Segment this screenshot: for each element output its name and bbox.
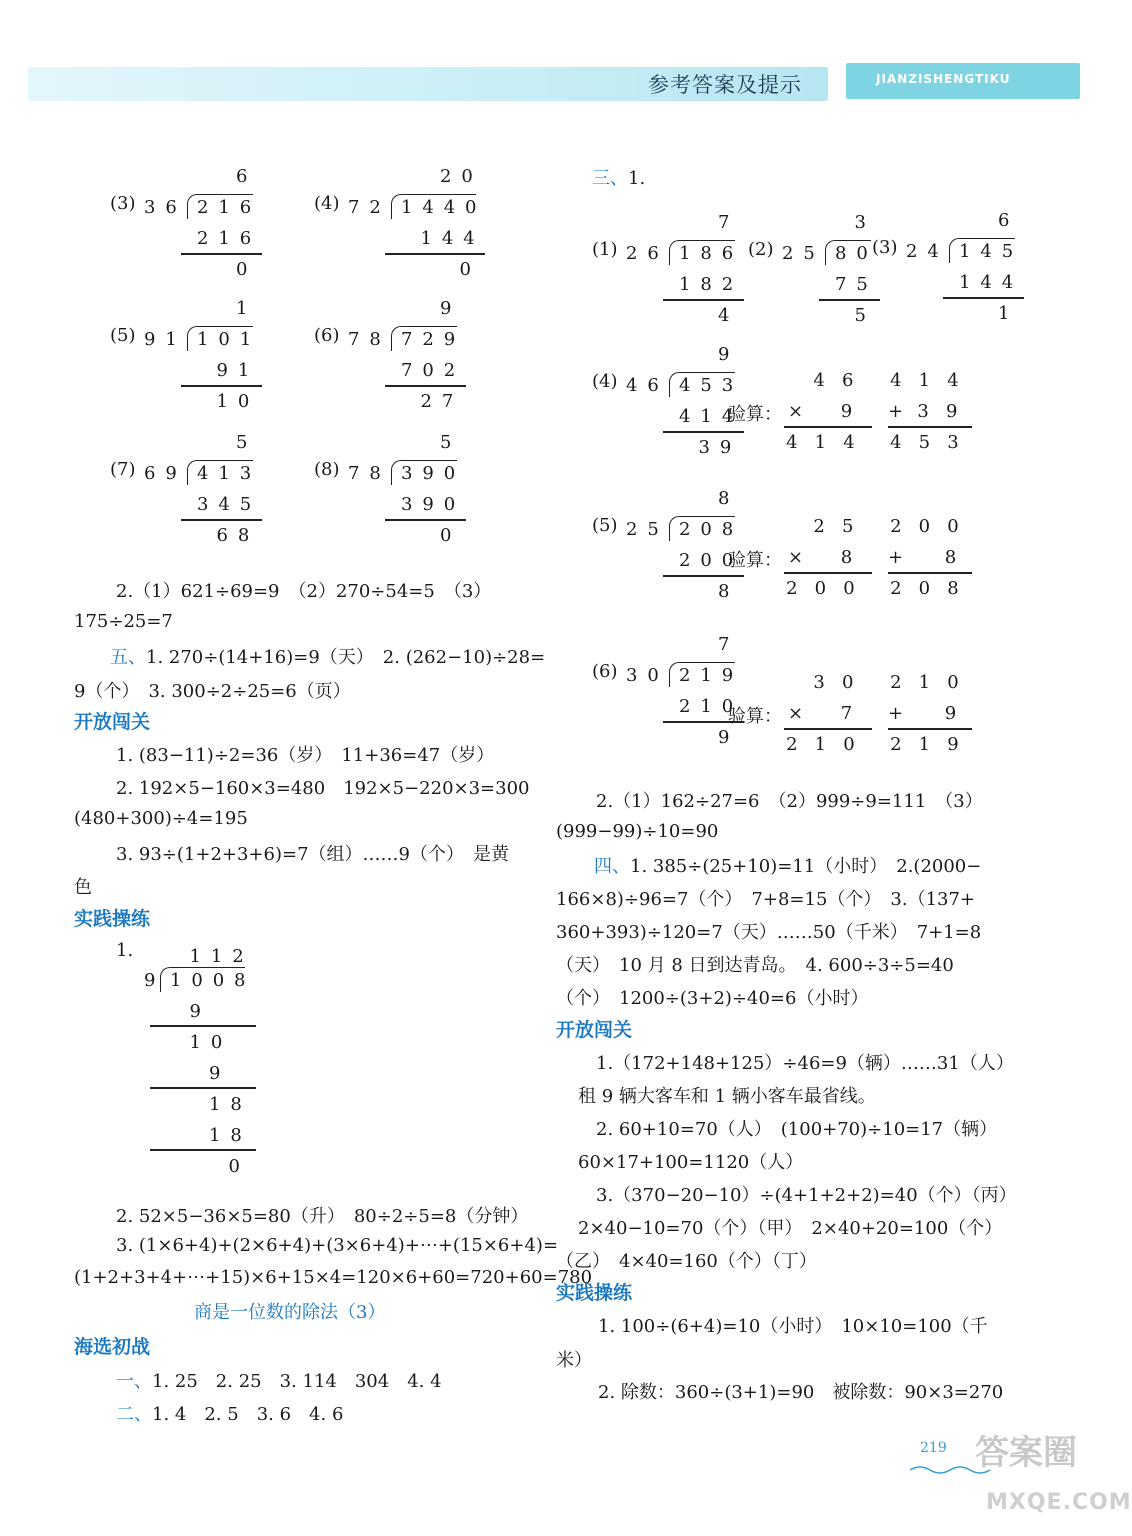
check-label: 验算： [728, 550, 782, 571]
left-divisor: 69 [144, 463, 187, 484]
left-divisor: 78 [348, 329, 391, 350]
right-dividend: 208 [679, 519, 744, 540]
right-divisor: 25 [782, 243, 825, 264]
left-answer-2-line1: 2.（1）621÷69=9 （2）270÷54=5 （3） [116, 581, 492, 602]
watermark-url: MXQE.COM [986, 1490, 1132, 1515]
right-step-0: 144 [959, 272, 1024, 293]
left-dividend: 101 [197, 329, 262, 350]
left-step-underline [181, 385, 262, 387]
left-division-label: (4) [314, 193, 340, 214]
left-open-challenge-title: 开放闯关 [74, 711, 151, 733]
check-label: 验算： [728, 706, 782, 727]
section-wu-text: 1. 270÷(14+16)=9（天） 2. (262−10)÷28= [146, 647, 546, 668]
check-mul-result: 414 [786, 432, 872, 453]
left-quotient: 6 [236, 166, 258, 187]
left-step-0: 702 [401, 360, 466, 381]
check-mul-line [784, 728, 872, 730]
check-add-top: 414 [890, 370, 976, 391]
left-practice-1-label: 1. [116, 940, 134, 961]
left-practice-2: 2. 52×5−36×5=80（升） 80÷2÷5=8（分钟） [116, 1206, 529, 1227]
section-wu-line2: 9（个） 3. 300÷2÷25=6（页） [74, 681, 351, 702]
right-step-underline [663, 431, 744, 433]
haixuan-er [116, 1400, 343, 1426]
right-dividend: 145 [959, 241, 1024, 262]
right-open-1b: 租 9 辆大客车和 1 辆小客车最省线。 [578, 1086, 876, 1107]
right-step-1: 5 [854, 305, 876, 326]
left-answer-2-line2: 175÷25=7 [74, 611, 173, 632]
left-division-label: (3) [110, 193, 136, 214]
left-step-0: 390 [401, 494, 466, 515]
right-step-0: 75 [835, 274, 878, 295]
haixuan-er-head: 二、 [116, 1404, 152, 1425]
header-title: 参考答案及提示 [648, 73, 802, 97]
section-san-1: 1. [628, 168, 646, 189]
long-quotient: 112 [189, 946, 254, 967]
left-practice-title: 实践操练 [74, 908, 151, 930]
haixuan-yi-head: 一、 [116, 1371, 152, 1392]
section-si-line1 [594, 852, 981, 878]
right-step-1: 4 [718, 305, 740, 326]
right-step-underline [819, 299, 880, 301]
long-dividend: 1008 [170, 970, 256, 991]
watermark-logo: 答案圈 [975, 1433, 1077, 1473]
left-quotient: 20 [440, 166, 483, 187]
long-step-2: 9 [209, 1063, 231, 1084]
check-add-top: 200 [890, 516, 976, 537]
long-step-underline [150, 1087, 256, 1089]
right-answer-2-line1: 2.（1）162÷27=6 （2）999÷9=111 （3） [596, 791, 983, 812]
left-division-label: (8) [314, 459, 340, 480]
left-divisor: 78 [348, 463, 391, 484]
left-quotient: 9 [440, 298, 462, 319]
left-open-2b: (480+300)÷4=195 [74, 808, 248, 829]
section-san-heading [592, 164, 645, 190]
left-step-0: 345 [197, 494, 262, 515]
long-step-underline [150, 1025, 256, 1027]
check-add-result: 219 [890, 734, 976, 755]
left-step-0: 91 [216, 360, 260, 381]
check-mul-bottom: 8 [840, 547, 870, 568]
right-dividend: 186 [679, 243, 744, 264]
check-mul-op: × [788, 401, 804, 422]
check-add-line [888, 728, 972, 730]
right-open-2b: 60×17+100=1120（人） [578, 1152, 804, 1173]
header-badge [846, 63, 1080, 99]
left-quotient: 5 [236, 432, 258, 453]
center-section-title: 商是一位数的除法（3） [194, 1302, 386, 1323]
right-step-1: 8 [718, 581, 740, 602]
left-step-0: 216 [197, 228, 262, 249]
left-dividend: 729 [401, 329, 466, 350]
right-quotient: 9 [718, 344, 740, 365]
right-open-3c: （乙） 4×40=160（个）（丁） [556, 1251, 817, 1272]
left-step-underline [181, 519, 262, 521]
left-open-2: 2. 192×5−160×3=480 192×5−220×3=300 [116, 778, 530, 799]
left-dividend: 1440 [401, 197, 487, 218]
left-step-1: 0 [236, 259, 258, 280]
right-dividend: 80 [835, 243, 878, 264]
right-quotient: 7 [718, 634, 740, 655]
left-divisor: 36 [144, 197, 187, 218]
section-si-line4: （天） 10 月 8 日到达青岛。 4. 600÷3÷5=40 [556, 955, 954, 976]
left-dividend: 413 [197, 463, 262, 484]
haixuan-yi-text: 1. 25 2. 25 3. 114 304 4. 4 [152, 1371, 442, 1392]
check-mul-result: 210 [786, 734, 872, 755]
left-step-underline [181, 253, 262, 255]
check-mul-top: 30 [813, 672, 871, 693]
section-wu-line1 [110, 643, 545, 669]
right-step-1: 9 [718, 727, 740, 748]
long-step-underline [150, 1149, 256, 1151]
right-quotient: 8 [718, 488, 740, 509]
left-divisor: 91 [144, 329, 187, 350]
long-step-4: 18 [209, 1125, 252, 1146]
right-step-underline [663, 575, 744, 577]
right-step-0: 210 [679, 696, 744, 717]
left-open-1: 1. (83−11)÷2=36（岁） 11+36=47（岁） [116, 745, 495, 766]
left-quotient: 5 [440, 432, 462, 453]
right-open-1: 1.（172+148+125）÷46=9（辆）……31（人） [596, 1053, 1014, 1074]
right-step-0: 414 [679, 406, 744, 427]
left-quotient: 1 [236, 298, 258, 319]
right-quotient: 3 [854, 212, 876, 233]
left-step-1: 0 [459, 259, 481, 280]
check-mul-line [784, 572, 872, 574]
left-division-label: (6) [314, 325, 340, 346]
right-division-label: (3) [872, 237, 898, 258]
check-mul-op: × [788, 703, 804, 724]
left-practice-3: 3. (1×6+4)+(2×6+4)+(3×6+4)+⋯+(15×6+4)= [116, 1235, 559, 1256]
right-step-1: 39 [698, 437, 742, 458]
left-dividend: 390 [401, 463, 466, 484]
right-practice-1: 1. 100÷(6+4)=10（小时） 10×10=100（千 [598, 1316, 988, 1337]
long-step-1: 10 [189, 1032, 233, 1053]
section-si-head: 四、 [594, 856, 630, 877]
check-mul-result: 200 [786, 578, 872, 599]
right-division-label: (2) [748, 239, 774, 260]
left-dividend: 216 [197, 197, 262, 218]
check-add-op: + [888, 703, 904, 724]
left-step-1: 68 [216, 525, 260, 546]
right-open-3b: 2×40−10=70（个）（甲） 2×40+20=100（个） [578, 1218, 1003, 1239]
check-add-result: 208 [890, 578, 976, 599]
left-step-1: 10 [216, 391, 260, 412]
right-quotient: 6 [998, 210, 1020, 231]
right-dividend: 219 [679, 665, 744, 686]
right-step-underline [663, 299, 744, 301]
page-header [28, 63, 1080, 101]
left-division-label: (7) [110, 459, 136, 480]
right-open-3: 3.（370−20−10）÷(4+1+2+2)=40（个）（丙） [596, 1185, 1017, 1206]
check-mul-op: × [788, 547, 804, 568]
right-practice-title: 实践操练 [556, 1282, 633, 1304]
check-mul-top: 46 [813, 370, 871, 391]
right-step-0: 200 [679, 550, 744, 571]
section-si-line2: 166×8)÷96=7（个） 7+8=15（个） 3.（137+ [556, 889, 976, 910]
long-step-3: 18 [209, 1094, 252, 1115]
check-mul-top: 25 [813, 516, 871, 537]
check-label: 验算： [728, 404, 782, 425]
check-add-result: 453 [890, 432, 976, 453]
left-divisor: 72 [348, 197, 391, 218]
header-badge-text: JIANZISHENGTIKU [876, 72, 1011, 86]
right-division-label: (6) [592, 661, 618, 682]
long-step-0: 9 [189, 1001, 211, 1022]
right-divisor: 46 [626, 375, 669, 396]
section-san-head: 三、 [592, 168, 628, 189]
check-add-bottom: 9 [944, 703, 974, 724]
left-open-3: 3. 93÷(1+2+3+6)=7（组）……9（个） 是黄 [116, 844, 509, 865]
check-add-bottom: 39 [917, 401, 975, 422]
right-open-challenge-title: 开放闯关 [556, 1019, 633, 1041]
left-practice-3b: (1+2+3+4+⋯+15)×6+15×4=120×6+60=720+60=780 [74, 1267, 593, 1288]
check-add-top: 210 [890, 672, 976, 693]
right-divisor: 30 [626, 665, 669, 686]
check-add-op: + [888, 547, 904, 568]
long-divisor: 9 [144, 970, 166, 991]
check-mul-bottom: 9 [840, 401, 870, 422]
right-divisor: 24 [906, 241, 949, 262]
right-division-label: (1) [592, 239, 618, 260]
right-step-underline [943, 297, 1024, 299]
page-number: 219 [920, 1440, 947, 1456]
left-step-1: 27 [420, 391, 464, 412]
right-quotient: 7 [718, 212, 740, 233]
check-add-op: + [888, 401, 904, 422]
haixuan-er-text: 1. 4 2. 5 3. 6 4. 6 [152, 1404, 344, 1425]
right-step-0: 182 [679, 274, 744, 295]
left-step-1: 0 [440, 525, 462, 546]
section-si-line3: 360+393)÷120=7（天）……50（千米） 7+1=8 [556, 922, 982, 943]
right-divisor: 25 [626, 519, 669, 540]
check-mul-line [784, 426, 872, 428]
right-answer-2-line2: (999−99)÷10=90 [556, 821, 719, 842]
section-si-text: 1. 385÷(25+10)=11（小时） 2.(2000− [630, 856, 982, 877]
right-practice-2: 2. 除数：360÷(3+1)=90 被除数：90×3=270 [598, 1382, 1004, 1403]
check-add-line [888, 426, 972, 428]
check-add-line [888, 572, 972, 574]
check-add-bottom: 8 [944, 547, 974, 568]
right-divisor: 26 [626, 243, 669, 264]
left-division-label: (5) [110, 325, 136, 346]
left-step-underline [385, 253, 485, 255]
haixuan-title: 海选初战 [74, 1336, 151, 1358]
long-step-5: 0 [228, 1156, 250, 1177]
right-step-1: 1 [998, 303, 1020, 324]
check-mul-bottom: 7 [840, 703, 870, 724]
right-dividend: 453 [679, 375, 744, 396]
left-step-underline [385, 519, 466, 521]
right-division-label: (5) [592, 515, 618, 536]
right-practice-1b: 米） [556, 1350, 592, 1371]
haixuan-yi [116, 1367, 442, 1393]
left-step-underline [385, 385, 466, 387]
left-step-0: 144 [420, 228, 485, 249]
right-open-2: 2. 60+10=70（人） (100+70)÷10=17（辆） [596, 1119, 998, 1140]
section-wu-head: 五、 [110, 647, 146, 668]
left-open-3b: 色 [74, 877, 92, 898]
section-si-line5: （个） 1200÷(3+2)÷40=6（小时） [556, 988, 869, 1009]
right-division-label: (4) [592, 371, 618, 392]
